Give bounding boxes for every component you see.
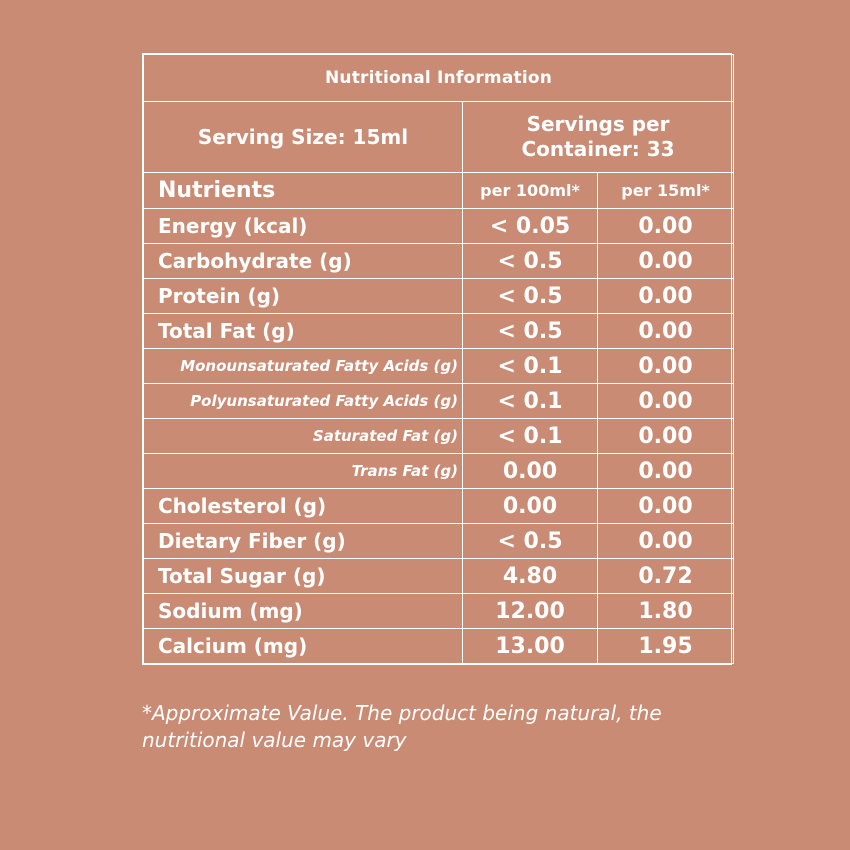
table-row [144,349,734,384]
table-row [144,489,734,524]
value-per-100ml: < 0.05 [463,209,598,244]
nutrient-name: Trans Fat (g) [144,454,463,489]
table-row [144,524,734,559]
value-per-15ml: 0.00 [598,524,734,559]
nutrition-table-panel [142,53,732,665]
table-row [144,594,734,629]
value-per-15ml: 0.00 [598,244,734,279]
serving-row [144,102,734,173]
value-per-15ml: 0.00 [598,419,734,454]
table-row [144,559,734,594]
value-per-15ml: 0.00 [598,314,734,349]
column-header-row [144,173,734,209]
nutrient-name: Monounsaturated Fatty Acids (g) [144,349,463,384]
value-per-15ml: 0.72 [598,559,734,594]
nutrition-table [143,54,734,664]
nutrient-name: Polyunsaturated Fatty Acids (g) [144,384,463,419]
nutrient-name: Calcium (mg) [144,629,463,664]
value-per-15ml: 0.00 [598,454,734,489]
nutrient-name: Dietary Fiber (g) [144,524,463,559]
table-row [144,209,734,244]
table-row [144,629,734,664]
column-header-per-15ml: per 15ml* [598,173,734,209]
value-per-100ml: < 0.5 [463,524,598,559]
footnote: *Approximate Value. The product being natural, the nutritional value may vary [142,701,662,752]
value-per-15ml: 0.00 [598,384,734,419]
value-per-100ml: 0.00 [463,454,598,489]
title-row [144,55,734,102]
table-row [144,384,734,419]
nutrient-rows [144,209,734,664]
nutrient-name: Carbohydrate (g) [144,244,463,279]
table-row [144,314,734,349]
value-per-100ml: 13.00 [463,629,598,664]
value-per-100ml: 12.00 [463,594,598,629]
value-per-100ml: < 0.1 [463,384,598,419]
value-per-15ml: 0.00 [598,209,734,244]
value-per-100ml: < 0.5 [463,279,598,314]
column-header-nutrients: Nutrients [144,173,463,209]
value-per-100ml: 4.80 [463,559,598,594]
value-per-15ml: 1.80 [598,594,734,629]
value-per-100ml: < 0.1 [463,419,598,454]
value-per-100ml: 0.00 [463,489,598,524]
value-per-15ml: 0.00 [598,489,734,524]
nutrient-name: Energy (kcal) [144,209,463,244]
table-row [144,419,734,454]
value-per-100ml: < 0.5 [463,314,598,349]
nutrient-name: Protein (g) [144,279,463,314]
nutrient-name: Total Sugar (g) [144,559,463,594]
servings-per-container: Servings per Container: 33 [463,102,734,173]
nutrient-name: Saturated Fat (g) [144,419,463,454]
table-row [144,454,734,489]
column-header-per-100ml: per 100ml* [463,173,598,209]
nutrient-name: Cholesterol (g) [144,489,463,524]
value-per-15ml: 0.00 [598,349,734,384]
table-row [144,279,734,314]
value-per-15ml: 1.95 [598,629,734,664]
serving-size: Serving Size: 15ml [144,102,463,173]
value-per-100ml: < 0.5 [463,244,598,279]
value-per-15ml: 0.00 [598,279,734,314]
nutrient-name: Sodium (mg) [144,594,463,629]
table-title: Nutritional Information [144,55,734,102]
table-row [144,244,734,279]
nutrient-name: Total Fat (g) [144,314,463,349]
value-per-100ml: < 0.1 [463,349,598,384]
